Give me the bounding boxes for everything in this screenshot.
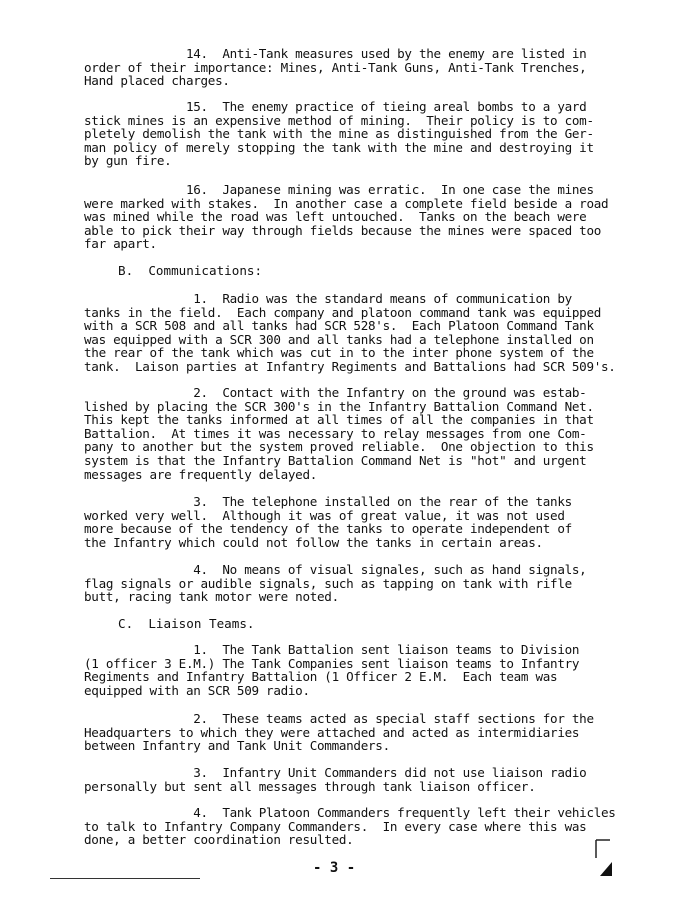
paragraph-b4: 4. No means of visual signales, such as hand signals, flag signals or audible signals, such as tapping on tank with rifle butt, racing tank motor were noted. [84,562,587,605]
paragraph-b3: 3. The telephone installed on the rear of the tanks worked very well. Although it was of great value, it was not used more because of the tendency of the tanks to operate independent of the Infantry which could not follow the tanks in certain areas. [84,494,572,550]
section-heading-liaison: C. Liaison Teams. [118,616,255,631]
paragraph-c1: 1. The Tank Battalion sent liaison teams to Division (1 officer 3 E.M.) The Tank Companies sent liaison teams to Infantry Regiments and Infantry Battalion (1 Officer 2 E.M. Each team was equipped with an SCR 509 radio. [84,642,580,698]
section-heading-communications: B. Communications: [118,263,263,278]
paragraph-c2: 2. These teams acted as special staff sections for the Headquarters to which they were attached and acted as intermidiaries between Infantry and Tank Unit Commanders. [84,711,594,754]
paragraph-14: 14. Anti-Tank measures used by the enemy are listed in order of their importance: Mines, Anti-Tank Guns, Anti-Tank Trenches, Hand placed charges. [84,46,587,89]
footer-rule [50,878,200,879]
paragraph-b2: 2. Contact with the Infantry on the ground was estab- lished by placing the SCR 300's in the Infantry Battalion Command Net. This kept the tanks informed at all times of all the companies in that Battalion. At times it was necessary to relay messages from one Com- pany to another but the system proved reliable. One objection to this system is that the Infantry Battalion Command Net is "hot" and urgent messages are frequently delayed. [84,385,594,482]
paragraph-15: 15. The enemy practice of tieing areal bombs to a yard stick mines is an expensive method of mining. Their policy is to com- pletely demolish the tank with the mine as distinguished from the Ger- man policy of merely stopping the tank with the mine and destroying it by gun fire. [84,99,594,169]
paragraph-c3: 3. Infantry Unit Commanders did not use liaison radio personally but sent all messages through tank liaison officer. [84,765,587,794]
page-corner-mark-icon [592,838,614,878]
page-number: - 3 - [313,860,356,876]
paragraph-b1: 1. Radio was the standard means of communication by tanks in the field. Each company and platoon command tank was equipped with a SCR 508 and all tanks had SCR 528's. Each Platoon Command Tank was equipped with a SCR 300 and all tanks had a telephone installed on the rear of the tank which was cut in to the inter phone system of the tank. Laison parties at Infantry Regiments and Battalions had SCR 509's. [84,291,616,374]
paragraph-c4: 4. Tank Platoon Commanders frequently left their vehicles to talk to Infantry Company Commanders. In every case where this was done, a better coordination resulted. [84,805,616,848]
paragraph-16: 16. Japanese mining was erratic. In one case the mines were marked with stakes. In another case a complete field beside a road was mined while the road was left untouched. Tanks on the beach were able to pick their way through fields because the mines were spaced too far apart. [84,182,609,252]
